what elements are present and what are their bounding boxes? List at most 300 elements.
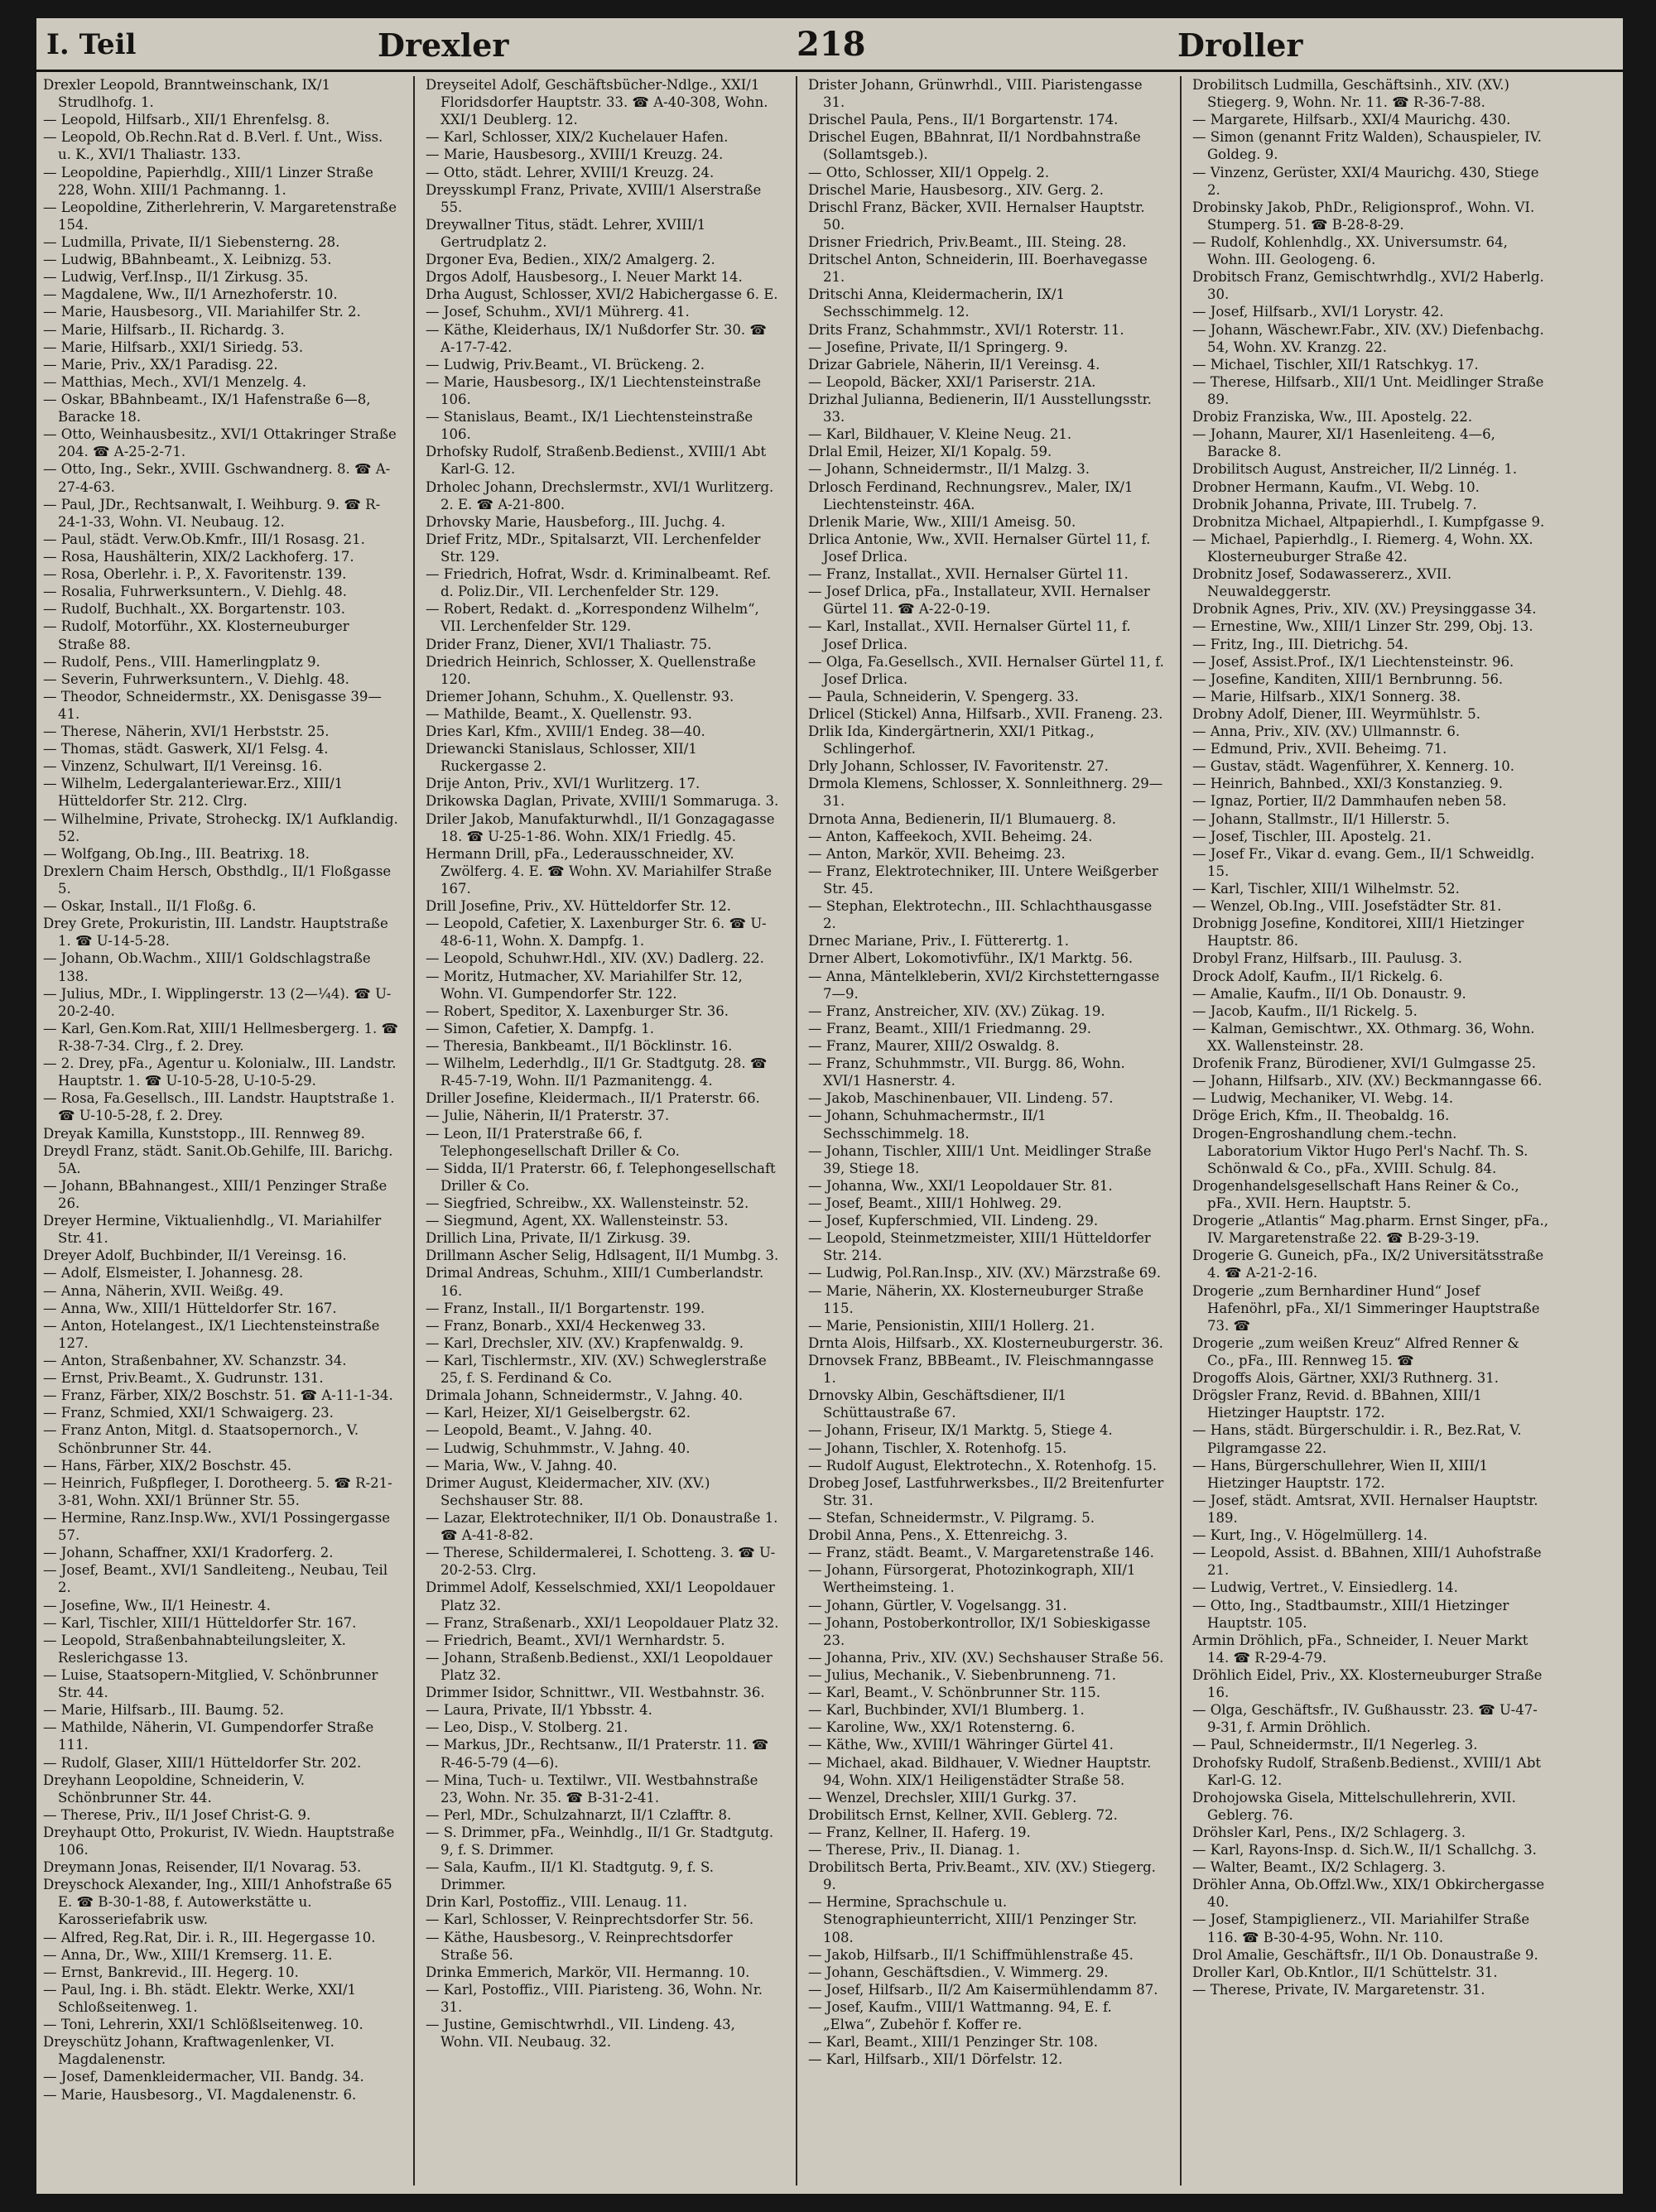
directory-entry: — Franz, Install., II/1 Borgartenstr. 199. <box>426 1300 705 1316</box>
directory-entry: — Rudolf, Buchhalt., XX. Borgartenstr. 103. <box>43 601 345 618</box>
directory-entry: — Marie, Hausbesorg., IX/1 Liechtensteinstraße 106. <box>426 373 761 407</box>
directory-entry: Dröge Erich, Kfm., II. Theobaldg. 16. <box>1192 1108 1450 1124</box>
directory-entry: Driller Josefine, Kleidermach., II/1 Praterstr. 66. <box>426 1090 760 1107</box>
page-header <box>36 18 1623 72</box>
directory-entry: Drogerie „zum Bernhardiner Hund“ Josef Hafenöhrl, pFa., XI/1 Simmeringer Hauptstraße 73. ☎ <box>1192 1282 1540 1334</box>
directory-entry: — Franz, Straßenarb., XXI/1 Leopoldauer Platz 32. <box>426 1614 779 1631</box>
directory-entry: Dreyseitel Adolf, Geschäftsbücher-Ndlge., XXI/1 Floridsdorfer Hauptstr. 33. ☎ A-40-308, Wohn. XXI/1 Deublerg. 12. <box>426 77 768 128</box>
directory-entry: — Marie, Hausbesorg., XVIII/1 Kreuzg. 24. <box>426 147 724 163</box>
directory-entry: Drobinsky Jakob, PhDr., Religionsprof., Wohn. VI. Stumperg. 51. ☎ B-28-8-29. <box>1192 199 1535 233</box>
directory-entry: — Josef, Tischler, III. Apostelg. 21. <box>1192 828 1432 844</box>
directory-entry: — Leopold, Hilfsarb., XII/1 Ehrenfelsg. 8. <box>43 112 330 128</box>
directory-entry: Driemer Johann, Schuhm., X. Quellenstr. 93. <box>426 688 734 704</box>
directory-entry: — Karl, Heizer, XI/1 Geiselbergstr. 62. <box>426 1405 691 1421</box>
directory-entry: — Anna, Ww., XIII/1 Hütteldorfer Str. 167. <box>43 1300 337 1316</box>
directory-entry: Drmola Klemens, Schlosser, X. Sonnleithnerg. 29—31. <box>808 776 1163 810</box>
directory-entry: — Karl, Schlosser, V. Reinprechtsdorfer Str. 56. <box>426 1911 754 1928</box>
directory-entry: — Franz, Beamt., XIII/1 Friedmanng. 29. <box>808 1020 1092 1036</box>
directory-entry: Drol Amalie, Geschäftsfr., II/1 Ob. Donaustraße 9. <box>1192 1946 1538 1963</box>
directory-entry: Drohojowska Gisela, Mittelschullehrerin, XVII. Geblerg. 76. <box>1192 1789 1516 1823</box>
directory-entry: Drexler Leopold, Branntweinschank, IX/1 Strudlhofg. 1. <box>43 77 330 111</box>
directory-entry: — Jakob, Maschinenbauer, VII. Lindeng. 57. <box>808 1090 1114 1107</box>
directory-entry: — Hermine, Ranz.Insp.Ww., XVI/1 Possingergasse 57. <box>43 1509 391 1544</box>
directory-entry: — Anna, Priv., XIV. (XV.) Ullmannstr. 6. <box>1192 724 1461 740</box>
directory-entry: — Wilhelm, Lederhdlg., II/1 Gr. Stadtgutg. 28. ☎ R-45-7-19, Wohn. II/1 Pazmanitengg. 4. <box>426 1056 768 1089</box>
directory-entry: Drnovsky Albin, Geschäftsdiener, II/1 Schüttaustraße 67. <box>808 1387 1067 1421</box>
directory-entry: — Marie, Näherin, XX. Klosterneuburger Straße 115. <box>808 1282 1144 1316</box>
directory-entry: — Vinzenz, Gerüster, XXI/4 Maurichg. 430, Stiege 2. <box>1192 164 1539 198</box>
directory-entry: — Siegmund, Agent, XX. Wallensteinstr. 53. <box>426 1213 729 1229</box>
directory-entry: — Therese, Näherin, XVI/1 Herbststr. 25. <box>43 724 330 740</box>
directory-entry: Drimal Andreas, Schuhm., XIII/1 Cumberlandstr. 16. <box>426 1265 764 1299</box>
directory-entry: — Ludwig, Verf.Insp., II/1 Zirkusg. 35. <box>43 269 309 286</box>
directory-entry: — Johann, Fürsorgerat, Photozinkograph, XII/1 Wertheimsteing. 1. <box>808 1562 1136 1596</box>
directory-entry: Dreyak Kamilla, Kunststopp., III. Rennweg 89. <box>43 1125 365 1142</box>
directory-entry: — Josef Fr., Vikar d. evang. Gem., II/1 Schweidlg. 15. <box>1192 845 1535 879</box>
directory-entry: — Käthe, Hausbesorg., V. Reinprechtsdorfer Straße 56. <box>426 1929 733 1963</box>
directory-entry: — Leopoldine, Zitherlehrerin, V. Margaretenstraße 154. <box>43 199 397 233</box>
directory-entry: — Otto, Schlosser, XII/1 Oppelg. 2. <box>808 164 1050 180</box>
directory-entry: — Anton, Straßenbahner, XV. Schanzstr. 34. <box>43 1352 347 1368</box>
directory-entry: — Rudolf August, Elektrotechn., X. Rotenhofg. 15. <box>808 1457 1157 1474</box>
directory-entry: — Magdalene, Ww., II/1 Arnezhoferstr. 10. <box>43 286 338 303</box>
directory-entry: Drimmer Isidor, Schnittwr., VII. Westbahnstr. 36. <box>426 1685 765 1701</box>
directory-entry: — Laura, Private, II/1 Ybbsstr. 4. <box>426 1702 652 1719</box>
directory-entry: — Anton, Markör, XVII. Beheimg. 23. <box>808 845 1066 862</box>
directory-entry: — Theresia, Bankbeamt., II/1 Böcklinstr. 16. <box>426 1038 733 1055</box>
directory-entry: — Gustav, städt. Wagenführer, X. Kennerg. 10. <box>1192 758 1514 775</box>
directory-entry: Drnta Alois, Hilfsarb., XX. Klosterneuburgerstr. 36. <box>808 1334 1163 1351</box>
directory-entry: — Stefan, Schneidermstr., V. Pilgramg. 5. <box>808 1509 1095 1526</box>
directory-entry: — Amalie, Kaufm., II/1 Ob. Donaustr. 9. <box>1192 985 1466 1002</box>
directory-entry: — Wenzel, Ob.Ing., VIII. Josefstädter Str. 81. <box>1192 898 1502 915</box>
directory-entry: — Heinrich, Fußpfleger, I. Dorotheerg. 5. ☎ R-21-3-81, Wohn. XXI/1 Brünner Str. 55. <box>43 1474 392 1508</box>
directory-entry: Drgos Adolf, Hausbesorg., I. Neuer Markt 14. <box>426 269 743 286</box>
directory-entry: Dreywallner Titus, städt. Lehrer, XVIII/1 Gertrudplatz 2. <box>426 216 706 250</box>
directory-entry: — Stephan, Elektrotechn., III. Schlachthausgasse 2. <box>808 898 1153 932</box>
directory-entry: — Johanna, Ww., XXI/1 Leopoldauer Str. 81. <box>808 1177 1113 1194</box>
directory-entry: — Paul, städt. Verw.Ob.Kmfr., III/1 Rosasg. 21. <box>43 531 365 547</box>
directory-entry: — Franz, Färber, XIX/2 Boschstr. 51. ☎ A-11-1-34. <box>43 1387 393 1404</box>
directory-entry: Drogen-Engroshandlung chem.-techn. Laboratorium Viktor Hugo Perl's Nachf. Th. S. Schönwald & Co., pFa., XVIII. Schulg. 84. <box>1192 1125 1528 1176</box>
directory-entry: Dröhsler Karl, Pens., IX/2 Schlagerg. 3. <box>1192 1824 1466 1840</box>
directory-entry: Drobeg Josef, Lastfuhrwerksbes., II/2 Breitenfurter Str. 31. <box>808 1474 1164 1508</box>
directory-entry: — Fritz, Ing., III. Dietrichg. 54. <box>1192 636 1408 652</box>
directory-entry: — Hans, Bürgerschullehrer, Wien II, XIII/1 Hietzinger Hauptstr. 172. <box>1192 1457 1488 1491</box>
directory-entry: — Käthe, Ww., XVIII/1 Währinger Gürtel 41. <box>808 1737 1114 1753</box>
directory-entry: — Anna, Mäntelkleberin, XVI/2 Kirchstetterngasse 7—9. <box>808 968 1160 1002</box>
directory-entry: Dreydl Franz, städt. Sanit.Ob.Gehilfe, III. Barichg. 5A. <box>43 1142 393 1176</box>
directory-entry: — Leo, Disp., V. Stolberg. 21. <box>426 1719 628 1736</box>
directory-entry: — Johann, Gürtler, V. Vogelsangg. 31. <box>808 1597 1067 1613</box>
directory-entry: Drizhal Julianna, Bedienerin, II/1 Ausstellungsstr. 33. <box>808 391 1152 426</box>
directory-entry: — Therese, Priv., II. Dianag. 1. <box>808 1842 1021 1859</box>
directory-entry: Drogerie G. Guneich, pFa., IX/2 Universitätsstraße 4. ☎ A-21-2-16. <box>1192 1248 1544 1282</box>
directory-entry: Drlica Antonie, Ww., XVII. Hernalser Gürtel 11, f. Josef Drlica. <box>808 531 1151 565</box>
directory-entry: — Josef, Stampiglienerz., VII. Mariahilfer Straße 116. ☎ B-30-4-95, Wohn. Nr. 110. <box>1192 1911 1530 1945</box>
directory-entry: Drobnigg Josefine, Konditorei, XIII/1 Hietzinger Hauptstr. 86. <box>1192 916 1524 950</box>
directory-entry: Hermann Drill, pFa., Lederausschneider, XV. Zwölferg. 4. E. ☎ Wohn. XV. Mariahilfer Straße 167. <box>426 845 773 897</box>
directory-entry: — Siegfried, Schreibw., XX. Wallensteinstr. 52. <box>426 1195 749 1211</box>
directory-entry: — Franz, Anstreicher, XIV. (XV.) Zükag. 19. <box>808 1003 1105 1019</box>
directory-entry: Drlicel (Stickel) Anna, Hilfsarb., XVII. Franeng. 23. <box>808 705 1163 722</box>
directory-entry: Drha August, Schlosser, XVI/2 Habichergasse 6. E. <box>426 286 778 303</box>
directory-entry: — Anna, Dr., Ww., XIII/1 Kremserg. 11. E. <box>43 1946 333 1963</box>
directory-entry: — Karoline, Ww., XX/1 Rotensterng. 6. <box>808 1719 1076 1736</box>
directory-entry: — Leopold, Schuhwr.Hdl., XIV. (XV.) Dadlerg. 22. <box>426 950 764 967</box>
directory-entry: Dreyschock Alexander, Ing., XIII/1 Anhofstraße 65 E. ☎ B-30-1-88, f. Autowerkstätte u. Karosseriefabrik usw. <box>43 1877 392 1928</box>
directory-entry: Drögsler Franz, Revid. d. BBahnen, XIII/1 Hietzinger Hauptstr. 172. <box>1192 1387 1482 1421</box>
directory-entry: Dreysskumpl Franz, Private, XVIII/1 Alserstraße 55. <box>426 181 762 215</box>
directory-entry: — Josef, städt. Amtsrat, XVII. Hernalser Hauptstr. 189. <box>1192 1492 1538 1526</box>
directory-entry: Drlik Ida, Kindergärtnerin, XXI/1 Pitkag., Schlingerhof. <box>808 724 1095 757</box>
directory-entry: — Julius, MDr., I. Wipplingerstr. 13 (2—¼4). ☎ U-20-2-40. <box>43 985 392 1019</box>
directory-entry: — Wilhelmine, Private, Stroheckg. IX/1 Aufklandig. 52. <box>43 810 398 844</box>
directory-entry: — Ludwig, BBahnbeamt., X. Leibnizg. 53. <box>43 252 332 268</box>
directory-entry: — Therese, Private, IV. Margaretenstr. 31. <box>1192 1981 1485 1998</box>
directory-entry: — Toni, Lehrerin, XXI/1 Schlößlseitenweg. 10. <box>43 2017 363 2033</box>
directory-entry: Drey Grete, Prokuristin, III. Landstr. Hauptstraße 1. ☎ U-14-5-28. <box>43 916 388 950</box>
directory-entry: Drhovsky Marie, Hausbeforg., III. Juchg. 4. <box>426 513 726 530</box>
directory-entry: — Wolfgang, Ob.Ing., III. Beatrixg. 18. <box>43 845 310 862</box>
column-2 <box>426 76 782 2194</box>
directory-entry: — Josefine, Private, II/1 Springerg. 9. <box>808 339 1068 355</box>
directory-entry: — Johann, Schaffner, XXI/1 Kradorferg. 2. <box>43 1545 334 1561</box>
directory-entry: Dreyschütz Johann, Kraftwagenlenker, VI. Magdalenenstr. <box>43 2034 335 2068</box>
directory-entry: — Julie, Näherin, II/1 Praterstr. 37. <box>426 1108 670 1124</box>
directory-entry: Dröhler Anna, Ob.Offzl.Ww., XIX/1 Obkirchergasse 40. <box>1192 1877 1545 1911</box>
directory-entry: — Robert, Speditor, X. Laxenburger Str. 36. <box>426 1003 729 1019</box>
directory-entry: — Karl, Gen.Kom.Rat, XIII/1 Hellmesbergerg. 1. ☎ R-38-7-34. Clrg., f. 2. Drey. <box>43 1020 399 1055</box>
directory-entry: Drobny Adolf, Diener, III. Weyrmühlstr. 5. <box>1192 705 1480 722</box>
directory-entry: Drholec Johann, Drechslermstr., XVI/1 Wurlitzerg. 2. E. ☎ A-21-800. <box>426 478 774 512</box>
directory-entry: Drischel Paula, Pens., II/1 Borgartenstr. 174. <box>808 112 1119 128</box>
directory-entry: — Therese, Schildermalerei, I. Schotteng. 3. ☎ U-20-2-53. Clrg. <box>426 1545 776 1579</box>
directory-entry: — Kalman, Gemischtwr., XX. Othmarg. 36, Wohn. XX. Wallensteinstr. 28. <box>1192 1020 1535 1055</box>
directory-entry: — Perl, MDr., Schulzahnarzt, II/1 Czlafftr. 8. <box>426 1806 732 1823</box>
directory-entry: Drillmann Ascher Selig, Hdlsagent, II/1 Mumbg. 3. <box>426 1248 779 1264</box>
directory-entry: — Rudolf, Pens., VIII. Hamerlingplatz 9. <box>43 653 320 670</box>
directory-entry: — Oskar, Install., II/1 Floßg. 6. <box>43 898 257 915</box>
directory-entry: Drlenik Marie, Ww., XIII/1 Ameisg. 50. <box>808 513 1076 530</box>
directory-entry: — Robert, Redakt. d. „Korrespondenz Wilhelm“, VII. Lerchenfelder Str. 129. <box>426 601 759 635</box>
directory-entry: — Karl, Buchbinder, XVI/1 Blumberg. 1. <box>808 1702 1085 1719</box>
directory-entry: — Matthias, Mech., XVI/1 Menzelg. 4. <box>43 373 306 390</box>
directory-entry: — Karl, Postoffiz., VIII. Piaristeng. 36, Wohn. Nr. 31. <box>426 1981 763 2016</box>
directory-entry: — Karl, Beamt., V. Schönbrunner Str. 115. <box>808 1685 1101 1701</box>
directory-entry: Dreyer Hermine, Viktualienhdlg., VI. Mariahilfer Str. 41. <box>43 1213 382 1247</box>
directory-entry: — Marie, Pensionistin, XIII/1 Hollerg. 21. <box>808 1317 1095 1334</box>
directory-entry: Drogenhandelsgesellschaft Hans Reiner & Co., pFa., XVII. Hern. Hauptstr. 5. <box>1192 1177 1519 1211</box>
directory-entry: Drnovsek Franz, BBBeamt., IV. Fleischmanngasse 1. <box>808 1352 1154 1387</box>
directory-entry: — Edmund, Priv., XVII. Beheimg. 71. <box>1192 741 1447 757</box>
catchword-last: Droller <box>1177 26 1303 64</box>
directory-entry: Drogerie „zum weißen Kreuz“ Alfred Renner & Co., pFa., III. Rennweg 15. ☎ <box>1192 1334 1519 1368</box>
directory-entry: Drlosch Ferdinand, Rechnungsrev., Maler, IX/1 Liechtensteinstr. 46A. <box>808 478 1134 512</box>
directory-entry: — Sidda, II/1 Praterstr. 66, f. Telephongesellschaft Driller & Co. <box>426 1160 776 1194</box>
directory-entry: Drobnik Johanna, Private, III. Trubelg. 7. <box>1192 496 1477 512</box>
directory-entry: Drly Johann, Schlosser, IV. Favoritenstr. 27. <box>808 758 1109 775</box>
directory-entry: — Karl, Installat., XVII. Hernalser Gürtel 11, f. Josef Drlica. <box>808 618 1131 652</box>
directory-entry: Drister Johann, Grünwrhdl., VIII. Piaristengasse 31. <box>808 77 1143 111</box>
directory-entry: Drobilitsch Ernst, Kellner, XVII. Geblerg. 72. <box>808 1806 1118 1823</box>
directory-entry: — Ludwig, Pol.Ran.Insp., XIV. (XV.) Märzstraße 69. <box>808 1265 1161 1282</box>
directory-entry: — Franz, Kellner, II. Haferg. 19. <box>808 1824 1031 1840</box>
directory-entry: — Franz, städt. Beamt., V. Margaretenstraße 146. <box>808 1545 1154 1561</box>
directory-entry: Dritschel Anton, Schneiderin, III. Boerhavegasse 21. <box>808 252 1148 286</box>
directory-entry: — Ludwig, Mechaniker, VI. Webg. 14. <box>1192 1090 1454 1107</box>
directory-entry: — Ignaz, Portier, II/2 Dammhaufen neben 58. <box>1192 793 1507 810</box>
directory-entry: Dreyhaupt Otto, Prokurist, IV. Wiedn. Hauptstraße 106. <box>43 1824 395 1859</box>
directory-entry: — Friedrich, Beamt., XVI/1 Wernhardstr. 5. <box>426 1632 725 1648</box>
directory-entry: — Karl, Hilfsarb., XII/1 Dörfelstr. 12. <box>808 2051 1063 2068</box>
directory-entry: Drobilitsch Berta, Priv.Beamt., XIV. (XV.) Stiegerg. 9. <box>808 1859 1156 1893</box>
directory-page <box>36 18 1623 2194</box>
directory-entry: — Karl, Drechsler, XIV. (XV.) Krapfenwaldg. 9. <box>426 1334 744 1351</box>
directory-entry: — Olga, Geschäftsfr., IV. Gußhausstr. 23. ☎ U-47-9-31, f. Armin Dröhlich. <box>1192 1702 1538 1736</box>
directory-entry: — Paul, Schneidermstr., II/1 Negerleg. 3. <box>1192 1737 1478 1753</box>
directory-entry: — Lazar, Elektrotechniker, II/1 Ob. Donaustraße 1. ☎ A-41-8-82. <box>426 1509 778 1544</box>
directory-entry: — Anna, Näherin, XVII. Weißg. 49. <box>43 1282 284 1299</box>
directory-entry: — Otto, Weinhausbesitz., XVI/1 Ottakringer Straße 204. ☎ A-25-2-71. <box>43 426 397 460</box>
directory-entry: — Johanna, Priv., XIV. (XV.) Sechshauser Straße 56. <box>808 1649 1164 1666</box>
directory-entry: — Ernst, Priv.Beamt., X. Gudrunstr. 131. <box>43 1370 324 1387</box>
directory-entry: Drikowska Daglan, Private, XVIII/1 Sommaruga. 3. <box>426 793 779 810</box>
directory-entry: Drobitsch Franz, Gemischtwrhdlg., XVI/2 Haberlg. 30. <box>1192 269 1544 303</box>
directory-entry: — Karl, Tischlermstr., XIV. (XV.) Schweglerstraße 25, f. S. Ferdinand & Co. <box>426 1352 767 1387</box>
directory-entry: — Franz, Schmied, XXI/1 Schwaigerg. 23. <box>43 1405 334 1421</box>
directory-entry: — Karl, Tischler, XIII/1 Wilhelmstr. 52. <box>1192 881 1460 897</box>
directory-entry: — Ludmilla, Private, II/1 Siebensterng. 28. <box>43 233 340 250</box>
directory-entry: — Karl, Bildhauer, V. Kleine Neug. 21. <box>808 426 1072 443</box>
directory-entry: — Mathilde, Beamt., X. Quellenstr. 93. <box>426 705 692 722</box>
directory-entry: — Rudolf, Kohlenhdlg., XX. Universumstr. 64, Wohn. III. Geologeng. 6. <box>1192 233 1508 268</box>
directory-entry: — Ludwig, Vertret., V. Einsiedlerg. 14. <box>1192 1580 1458 1596</box>
directory-entry: — Rudolf, Motorführ., XX. Klosterneuburger Straße 88. <box>43 618 349 652</box>
directory-entry: Armin Dröhlich, pFa., Schneider, I. Neuer Markt 14. ☎ R-29-4-79. <box>1192 1632 1528 1666</box>
directory-entry: — Franz, Maurer, XIII/2 Oswaldg. 8. <box>808 1038 1060 1055</box>
directory-entry: Driedrich Heinrich, Schlosser, X. Quellenstraße 120. <box>426 653 756 687</box>
directory-entry: — Franz, Bonarb., XXI/4 Heckenweg 33. <box>426 1317 706 1334</box>
directory-entry: Drischel Marie, Hausbesorg., XIV. Gerg. 2. <box>808 181 1104 198</box>
directory-entry: — Franz Anton, Mitgl. d. Staatsopernorch., V. Schönbrunner Str. 44. <box>43 1422 359 1456</box>
directory-entry: Drner Albert, Lokomotivführ., IX/1 Marktg. 56. <box>808 950 1134 967</box>
directory-entry: — Josefine, Ww., II/1 Heinestr. 4. <box>43 1597 271 1613</box>
directory-entry: Dreymann Jonas, Reisender, II/1 Novarag. 53. <box>43 1859 362 1876</box>
directory-entry: — Johann, Tischler, X. Rotenhofg. 15. <box>808 1440 1067 1456</box>
directory-entry: Driewancki Stanislaus, Schlosser, XII/1 Ruckergasse 2. <box>426 741 697 775</box>
directory-entry: Drill Josefine, Priv., XV. Hütteldorfer Str. 12. <box>426 898 731 915</box>
directory-entry: — Josefine, Kanditen, XIII/1 Bernbrunng. 56. <box>1192 671 1504 687</box>
page-number: 218 <box>797 25 866 64</box>
directory-entry: Drischl Franz, Bäcker, XVII. Hernalser Hauptstr. 50. <box>808 199 1145 233</box>
directory-entry: — Johann, BBahnangest., XIII/1 Penzinger Straße 26. <box>43 1177 388 1211</box>
directory-entry: — Josef, Beamt., XVI/1 Sandleiteng., Neubau, Teil 2. <box>43 1562 388 1596</box>
directory-entry: — Johann, Schuhmachermstr., II/1 Sechsschimmelg. 18. <box>808 1108 1047 1142</box>
directory-entry: — Hans, städt. Bürgerschuldir. i. R., Bez.Rat, V. Pilgramgasse 22. <box>1192 1422 1522 1456</box>
directory-entry: — Käthe, Kleiderhaus, IX/1 Nußdorfer Str. 30. ☎ A-17-7-42. <box>426 321 767 355</box>
directory-entry: Drimer August, Kleidermacher, XIV. (XV.) Sechshauser Str. 88. <box>426 1474 710 1508</box>
directory-entry: Dreyer Adolf, Buchbinder, II/1 Vereinsg. 16. <box>43 1248 347 1264</box>
directory-entry: Drexlern Chaim Hersch, Obsthdlg., II/1 Floßgasse 5. <box>43 863 392 897</box>
directory-entry: — Anton, Hotelangest., IX/1 Liechtensteinstraße 127. <box>43 1317 380 1351</box>
directory-entry: — Adolf, Elsmeister, I. Johannesg. 28. <box>43 1265 304 1282</box>
directory-entry: — Otto, städt. Lehrer, XVIII/1 Kreuzg. 24. <box>426 164 715 180</box>
column-3 <box>808 76 1164 2194</box>
directory-entry: — Marie, Hausbesorg., VII. Mariahilfer Str. 2. <box>43 304 361 320</box>
directory-entry: — Simon (genannt Fritz Walden), Schauspieler, IV. Goldeg. 9. <box>1192 129 1542 163</box>
directory-entry: — Ernst, Bankrevid., III. Hegerg. 10. <box>43 1964 299 1980</box>
directory-entry: Drobyl Franz, Hilfsarb., III. Paulusg. 3. <box>1192 950 1463 967</box>
directory-entry: — Leopold, Assist. d. BBahnen, XIII/1 Auhofstraße 21. <box>1192 1545 1542 1579</box>
directory-entry: — Paul, Ing. i. Bh. städt. Elektr. Werke, XXI/1 Schloßseitenweg. 1. <box>43 1981 357 2016</box>
directory-entry: — Leopold, Beamt., V. Jahng. 40. <box>426 1422 652 1439</box>
directory-entry: — Luise, Staatsopern-Mitglied, V. Schönbrunner Str. 44. <box>43 1666 378 1701</box>
directory-entry: — Johann, Maurer, XI/1 Hasenleiteng. 4—6, Baracke 8. <box>1192 426 1495 460</box>
directory-entry: — Stanislaus, Beamt., IX/1 Liechtensteinstraße 106. <box>426 409 753 443</box>
directory-entry: — Karl, Rayons-Insp. d. Sich.W., II/1 Schallchg. 3. <box>1192 1842 1537 1859</box>
directory-entry: — Rosa, Oberlehr. i. P., X. Favoritenstr. 139. <box>43 566 347 583</box>
directory-entry: — Ludwig, Schuhmmstr., V. Jahng. 40. <box>426 1440 691 1456</box>
directory-entry: — Franz, Installat., XVII. Hernalser Gürtel 11. <box>808 566 1129 583</box>
directory-entry: — Josef, Damenkleidermacher, VII. Bandg. 34. <box>43 2069 364 2085</box>
directory-entry: Driler Jakob, Manufakturwhdl., II/1 Gonzagagasse 18. ☎ U-25-1-86. Wohn. XIX/1 Friedlg. 45. <box>426 810 775 844</box>
directory-entry: — Therese, Priv., II/1 Josef Christ-G. 9. <box>43 1806 311 1823</box>
directory-entry: — Johann, Schneidermstr., II/1 Malzg. 3. <box>808 461 1090 478</box>
directory-entry: Drobner Hermann, Kaufm., VI. Webg. 10. <box>1192 478 1480 495</box>
directory-entry: — Josef, Schuhm., XVI/1 Mührerg. 41. <box>426 304 690 320</box>
directory-entry: — Margarete, Hilfsarb., XXI/4 Maurichg. 430. <box>1192 112 1511 128</box>
directory-entry: — Sala, Kaufm., II/1 Kl. Stadtgutg. 9, f. S. Drimmer. <box>426 1859 714 1893</box>
directory-entry: Drizar Gabriele, Näherin, II/1 Vereinsg. 4. <box>808 356 1100 373</box>
directory-entry: Drief Fritz, MDr., Spitalsarzt, VII. Lerchenfelder Str. 129. <box>426 531 761 565</box>
directory-entry: Drhofsky Rudolf, Straßenb.Bedienst., XVIII/1 Abt Karl-G. 12. <box>426 444 767 478</box>
directory-entry: — Josef, Kupferschmied, VII. Lindeng. 29. <box>808 1213 1099 1229</box>
directory-entry: — Thomas, städt. Gaswerk, XI/1 Felsg. 4. <box>43 741 329 757</box>
directory-entry: — Johann, Tischler, XIII/1 Unt. Meidlinger Straße 39, Stiege 18. <box>808 1142 1152 1176</box>
directory-entry: — Johann, Friseur, IX/1 Marktg. 5, Stiege 4. <box>808 1422 1113 1439</box>
directory-entry: Drin Karl, Postoffiz., VIII. Lenaug. 11. <box>426 1894 687 1911</box>
directory-entry: Drobnik Agnes, Priv., XIV. (XV.) Preysinggasse 34. <box>1192 601 1537 618</box>
directory-entry: — Josef, Kaufm., VIII/1 Wattmanng. 94, E. f. „Elwa“, Zubehör f. Koffer re. <box>808 1999 1112 2033</box>
directory-entry: — S. Drimmer, pFa., Weinhdlg., II/1 Gr. Stadtgutg. 9, f. S. Drimmer. <box>426 1824 774 1859</box>
directory-entry: Drits Franz, Schahmmstr., XVI/1 Roterstr. 11. <box>808 321 1124 338</box>
directory-entry: — Hermine, Sprachschule u. Stenographieunterricht, XIII/1 Penzinger Str. 108. <box>808 1894 1138 1945</box>
directory-entry: — Josef, Assist.Prof., IX/1 Liechtensteinstr. 96. <box>1192 653 1514 670</box>
directory-entry: Drillich Lina, Private, II/1 Zirkusg. 39. <box>426 1230 691 1247</box>
directory-entry: Drnota Anna, Bedienerin, II/1 Blumauerg. 8. <box>808 810 1116 827</box>
directory-entry: — Alfred, Reg.Rat, Dir. i. R., III. Hegergasse 10. <box>43 1929 376 1945</box>
directory-entry: — Wilhelm, Ledergalanteriewar.Erz., XIII/1 Hütteldorfer Str. 212. Clrg. <box>43 776 344 810</box>
directory-entry: Drofenik Franz, Bürodiener, XVI/1 Gulmgasse 25. <box>1192 1056 1536 1072</box>
directory-entry: — Leopold, Bäcker, XXI/1 Pariserstr. 21A. <box>808 373 1096 390</box>
directory-entry: — Severin, Fuhrwerksuntern., V. Diehlg. 48. <box>43 671 349 687</box>
directory-entry: Drgoner Eva, Bedien., XIX/2 Amalgerg. 2. <box>426 252 715 268</box>
directory-entry: Drobilitsch Ludmilla, Geschäftsinh., XIV. (XV.) Stiegerg. 9, Wohn. Nr. 11. ☎ R-36-7-88. <box>1192 77 1509 111</box>
directory-entry: — Marie, Hilfsarb., XIX/1 Sonnerg. 38. <box>1192 688 1461 704</box>
directory-entry: — Justine, Gemischtwrhdl., VII. Lindeng. 43, Wohn. VII. Neubaug. 32. <box>426 2017 735 2051</box>
directory-entry: Drobil Anna, Pens., X. Ettenreichg. 3. <box>808 1527 1068 1544</box>
directory-entry: — Simon, Cafetier, X. Dampfg. 1. <box>426 1020 655 1036</box>
directory-entry: Drischel Eugen, BBahnrat, II/1 Nordbahnstraße (Sollamtsgeb.). <box>808 129 1141 163</box>
directory-entry: — Rosalia, Fuhrwerksuntern., V. Diehlg. 48. <box>43 584 348 600</box>
directory-entry: Drisner Friedrich, Priv.Beamt., III. Steing. 28. <box>808 233 1127 250</box>
directory-entry: — Johann, Wäschewr.Fabr., XIV. (XV.) Diefenbachg. 54, Wohn. XV. Kranzg. 22. <box>1192 321 1544 355</box>
directory-entry: — Leopold, Ob.Rechn.Rat d. B.Verl. f. Unt., Wiss. u. K., XVI/1 Thaliastr. 133. <box>43 129 383 163</box>
directory-entry: — Markus, JDr., Rechtsanw., II/1 Praterstr. 11. ☎ R-46-5-79 (4—6). <box>426 1737 769 1771</box>
directory-entry: — Karl, Tischler, XIII/1 Hütteldorfer Str. 167. <box>43 1614 357 1631</box>
directory-entry: — 2. Drey, pFa., Agentur u. Kolonialw., III. Landstr. Hauptstr. 1. ☎ U-10-5-28, U-10-5-29. <box>43 1056 397 1089</box>
directory-entry: — Julius, Mechanik., V. Siebenbrunneng. 71. <box>808 1666 1116 1683</box>
directory-entry: — Ernestine, Ww., XIII/1 Linzer Str. 299, Obj. 13. <box>1192 618 1533 635</box>
directory-entry: — Olga, Fa.Gesellsch., XVII. Hernalser Gürtel 11, f. Josef Drlica. <box>808 653 1164 687</box>
directory-entry: Drinka Emmerich, Markör, VII. Hermanng. 10. <box>426 1964 750 1980</box>
columns-container <box>36 76 1623 2194</box>
directory-entry: — Marie, Hilfsarb., III. Baumg. 52. <box>43 1702 285 1719</box>
directory-entry: Drogoffs Alois, Gärtner, XXI/3 Ruthnerg. 31. <box>1192 1370 1500 1387</box>
directory-entry: — Marie, Hilfsarb., XXI/1 Siriedg. 53. <box>43 339 304 355</box>
section-label: I. Teil <box>46 28 137 61</box>
directory-entry: Drije Anton, Priv., XVI/1 Wurlitzerg. 17. <box>426 776 700 792</box>
directory-entry: — Heinrich, Bahnbed., XXI/3 Konstanzieg. 9. <box>1192 776 1504 792</box>
directory-entry: — Otto, Ing., Stadtbaumstr., XIII/1 Hietzinger Hauptstr. 105. <box>1192 1597 1509 1631</box>
directory-entry: — Oskar, BBahnbeamt., IX/1 Hafenstraße 6—8, Baracke 18. <box>43 391 371 426</box>
directory-entry: Drohofsky Rudolf, Straßenb.Bedienst., XVIII/1 Abt Karl-G. 12. <box>1192 1754 1542 1788</box>
directory-entry: — Jakob, Hilfsarb., II/1 Schiffmühlenstraße 45. <box>808 1946 1134 1963</box>
directory-entry: — Rosa, Haushälterin, XIX/2 Lackhoferg. 17. <box>43 548 354 565</box>
directory-entry: — Walter, Beamt., IX/2 Schlagerg. 3. <box>1192 1859 1446 1876</box>
directory-entry: — Wenzel, Drechsler, XIII/1 Gurkg. 37. <box>808 1789 1077 1806</box>
directory-entry: — Paul, JDr., Rechtsanwalt, I. Weihburg. 9. ☎ R-24-1-33, Wohn. VI. Neubaug. 12. <box>43 496 381 530</box>
column-1 <box>43 76 399 2194</box>
directory-entry: Drobnitza Michael, Altpapierhdl., I. Kumpfgasse 9. <box>1192 513 1545 530</box>
directory-entry: Drimala Johann, Schneidermstr., V. Jahng. 40. <box>426 1387 744 1404</box>
directory-entry: — Mathilde, Näherin, VI. Gumpendorfer Straße 111. <box>43 1719 374 1753</box>
directory-entry: — Leon, II/1 Praterstraße 66, f. Telephongesellschaft Driller & Co. <box>426 1125 680 1159</box>
directory-entry: — Jacob, Kaufm., II/1 Rickelg. 5. <box>1192 1003 1418 1019</box>
directory-entry: — Marie, Hausbesorg., VI. Magdalenenstr. 6. <box>43 2086 357 2103</box>
directory-entry: — Theodor, Schneidermstr., XX. Denisgasse 39—41. <box>43 688 382 722</box>
directory-entry: — Marie, Hilfsarb., II. Richardg. 3. <box>43 321 285 338</box>
directory-entry: — Johann, Postoberkontrollor, IX/1 Sobieskigasse 23. <box>808 1614 1151 1648</box>
directory-entry: — Marie, Priv., XX/1 Paradisg. 22. <box>43 356 278 373</box>
directory-entry: — Paula, Schneiderin, V. Spengerg. 33. <box>808 688 1079 704</box>
directory-entry: — Leopold, Cafetier, X. Laxenburger Str. 6. ☎ U-48-6-11, Wohn. X. Dampfg. 1. <box>426 916 767 950</box>
directory-entry: — Johann, Geschäftsdien., V. Wimmerg. 29. <box>808 1964 1109 1980</box>
directory-entry: — Ludwig, Priv.Beamt., VI. Brückeng. 2. <box>426 356 705 373</box>
directory-entry: Drnec Mariane, Priv., I. Fütterertg. 1. <box>808 933 1070 950</box>
directory-entry: Drider Franz, Diener, XVI/1 Thaliastr. 75. <box>426 636 712 652</box>
directory-entry: — Josef, Beamt., XIII/1 Hohlweg. 29. <box>808 1195 1062 1211</box>
directory-entry: — Leopold, Straßenbahnabteilungsleiter, X. Reslerichgasse 13. <box>43 1632 346 1666</box>
directory-entry: — Karl, Schlosser, XIX/2 Kuchelauer Hafen. <box>426 129 729 146</box>
directory-entry: — Michael, Papierhdlg., I. Riemerg. 4, Wohn. XX. Klosterneuburger Straße 42. <box>1192 531 1533 565</box>
directory-entry: — Leopold, Steinmetzmeister, XIII/1 Hütteldorfer Str. 214. <box>808 1230 1151 1264</box>
directory-entry: — Johann, Straßenb.Bedienst., XXI/1 Leopoldauer Platz 32. <box>426 1649 773 1683</box>
directory-entry: — Leopoldine, Papierhdlg., XIII/1 Linzer Straße 228, Wohn. XIII/1 Pachmanng. 1. <box>43 164 373 198</box>
directory-entry: Drock Adolf, Kaufm., II/1 Rickelg. 6. <box>1192 968 1443 984</box>
directory-entry: — Hans, Färber, XIX/2 Boschstr. 45. <box>43 1457 292 1474</box>
directory-entry: Drobnitz Josef, Sodawassererz., XVII. Neuwaldeggerstr. <box>1192 566 1452 600</box>
directory-entry: — Mina, Tuch- u. Textilwr., VII. Westbahnstraße 23, Wohn. Nr. 35. ☎ B-31-2-41. <box>426 1772 758 1806</box>
directory-entry: — Friedrich, Hofrat, Wsdr. d. Kriminalbeamt. Ref. d. Poliz.Dir., VII. Lerchenfelder Str. 129. <box>426 566 772 600</box>
directory-entry: Dröhlich Eidel, Priv., XX. Klosterneuburger Straße 16. <box>1192 1666 1543 1701</box>
directory-entry: Dries Karl, Kfm., XVIII/1 Endeg. 38—40. <box>426 724 705 740</box>
directory-entry: — Johann, Ob.Wachm., XIII/1 Goldschlagstraße 138. <box>43 950 371 984</box>
directory-entry: Drimmel Adolf, Kesselschmied, XXI/1 Leopoldauer Platz 32. <box>426 1580 775 1613</box>
directory-entry: — Michael, Tischler, XII/1 Ratschkyg. 17. <box>1192 356 1479 373</box>
directory-entry: — Therese, Hilfsarb., XII/1 Unt. Meidlinger Straße 89. <box>1192 373 1544 407</box>
